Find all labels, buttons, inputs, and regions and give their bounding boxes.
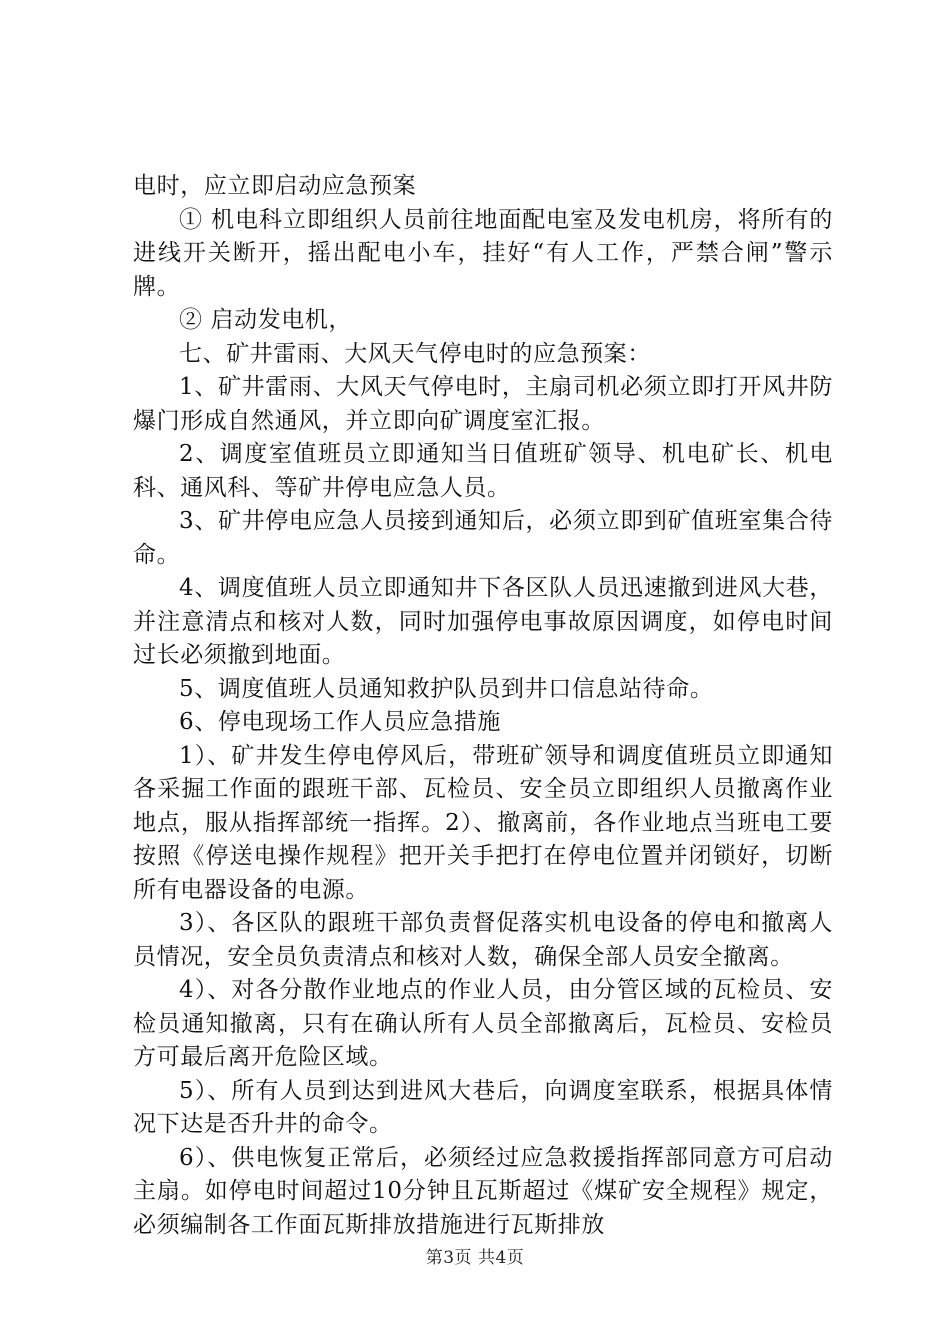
paragraph-substep-6: 6）、供电恢复正常后，必须经过应急救援指挥部同意方可启动主扇。如停电时间超过10分钟且瓦斯超过《煤矿安全规程》规定，必须编制各工作面瓦斯排放措施进行瓦斯排放 <box>133 1144 833 1238</box>
paragraph-step-3: 3、矿井停电应急人员接到通知后，必须立即到矿值班室集合待命。 <box>133 508 833 568</box>
paragraph-substep-4: 4）、对各分散作业地点的作业人员，由分管区域的瓦检员、安检员通知撤离，只有在确认所有人员全部撤离后，瓦检员、安检员方可最后离开危险区域。 <box>133 977 833 1070</box>
paragraph-substep-5: 5）、所有人员到达到进风大巷后，向调度室联系，根据具体情况下达是否升井的命令。 <box>133 1077 833 1137</box>
paragraph-step-2: 2、调度室值班员立即通知当日值班矿领导、机电矿长、机电科、通风科、等矿井停电应急人员。 <box>133 441 833 501</box>
paragraph-item-1: ① 机电科立即组织人员前往地面配电室及发电机房，将所有的进线开关断开，摇出配电小车，挂好“有人工作，严禁合闸”警示牌。 <box>133 206 833 300</box>
paragraph-item-2: ② 启动发电机， <box>179 307 353 333</box>
section-heading-7: 七、矿井雷雨、大风天气停电时的应急预案： <box>179 340 651 367</box>
paragraph-step-6: 6、停电现场工作人员应急措施 <box>179 709 502 735</box>
paragraph-substep-3: 3）、各区队的跟班干部负责督促落实机电设备的停电和撤离人员情况，安全员负责清点和核对人数，确保全部人员安全撤离。 <box>133 910 833 970</box>
paragraph-step-4: 4、调度值班人员立即通知井下各区队人员迅速撤到进风大巷，并注意清点和核对人数，同时加强停电事故原因调度，如停电时间过长必须撤到地面。 <box>133 575 833 668</box>
paragraph-step-1: 1、矿井雷雨、大风天气停电时，主扇司机必须立即打开风井防爆门形成自然通风，并立即向矿调度室汇报。 <box>133 374 833 434</box>
paragraph-step-5: 5、调度值班人员通知救护队员到井口信息站待命。 <box>179 675 714 702</box>
document-body <box>133 170 833 1242</box>
paragraph-continuation: 电时，应立即启动应急预案 <box>133 173 417 199</box>
page-number-footer: 第3页 共4页 <box>425 1248 525 1268</box>
paragraph-substep-1-2: 1）、矿井发生停电停风后，带班矿领导和调度值班员立即通知各采掘工作面的跟班干部、瓦检员、安全员立即组织人员撤离作业地点，服从指挥部统一指挥。2）、撤离前，各作业地点当班电工要按照《停送电操作规程》把开关手把打在停电位置并闭锁好，切断所有电器设备的电源。 <box>133 742 833 903</box>
